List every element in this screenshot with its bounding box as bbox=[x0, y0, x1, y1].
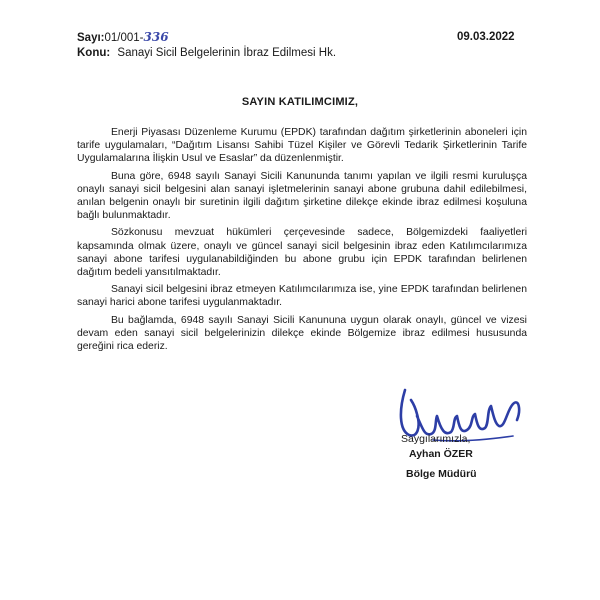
signatory-name: Ayhan ÖZER bbox=[409, 448, 473, 460]
subject-line bbox=[77, 46, 336, 60]
reference-handwritten-number: 336 bbox=[143, 30, 169, 44]
letter-date: 09.03.2022 bbox=[457, 31, 515, 43]
reference-value: 01/001- bbox=[104, 32, 144, 44]
salutation: SAYIN KATILIMCIMIZ, bbox=[241, 96, 359, 108]
body-paragraph: Buna göre, 6948 sayılı Sanayi Sicili Kanununda tanımı yapılan ve ilgili resmi kuruluşça onaylı sanayi sicil belgesini alan sanayi işletmelerinin sanayi abone grubuna dahil edilebilmesi, anılan belgenin onaylı bir suretinin ilgili dağıtım şirketine dilekçe ekinde ibraz edilmesi koşuluna bağlı bulunmaktadır. bbox=[77, 170, 527, 222]
subject-text: Sanayi Sicil Belgelerinin İbraz Edilmesi Hk. bbox=[117, 47, 337, 59]
reference-number bbox=[77, 30, 169, 45]
closing-regards: Saygılarımızla, bbox=[401, 433, 471, 445]
letter-body bbox=[77, 126, 527, 357]
body-paragraph: Enerji Piyasası Düzenleme Kurumu (EPDK) tarafından dağıtım şirketlerinin aboneleri için tarife uygulamaları, “Dağıtım Lisansı Sahibi Tüzel Kişiler ve Görevli Tedarik Şirketlerinin Tarife Uygulamalarına İlişkin Usul ve Esaslar” da düzenlenmiştir. bbox=[77, 127, 527, 165]
body-paragraph: Sanayi sicil belgesini ibraz etmeyen Katılımcılarımıza ise, yine EPDK tarafından belirlenen sanayi harici abone tarifesi uygulanmaktadır. bbox=[77, 284, 527, 309]
body-paragraph: Sözkonusu mevzuat hükümleri çerçevesinde sadece, Bölgemizdeki faaliyetleri kapsamında olmak üzere, onaylı ve güncel sanayi sicil belgesinin ibraz eden Katılımcılarımıza sanayi abone tarifesi uygulanabildiğinden bu abone grubu için EPDK tarafından belirlenen dağıtım bedeli yansıtılmaktadır. bbox=[77, 227, 527, 279]
subject-label: Konu: bbox=[77, 47, 111, 59]
body-paragraph: Bu bağlamda, 6948 sayılı Sanayi Sicili Kanununa uygun olarak onaylı, güncel ve vizesi devam eden sanayi sicil belgelerinizin dilekçe ekinde Bölgemize ibraz edilmesi hususunda gereğini rica ederiz. bbox=[77, 314, 527, 353]
reference-label: Sayı: bbox=[77, 32, 105, 44]
signatory-title: Bölge Müdürü bbox=[406, 468, 477, 480]
